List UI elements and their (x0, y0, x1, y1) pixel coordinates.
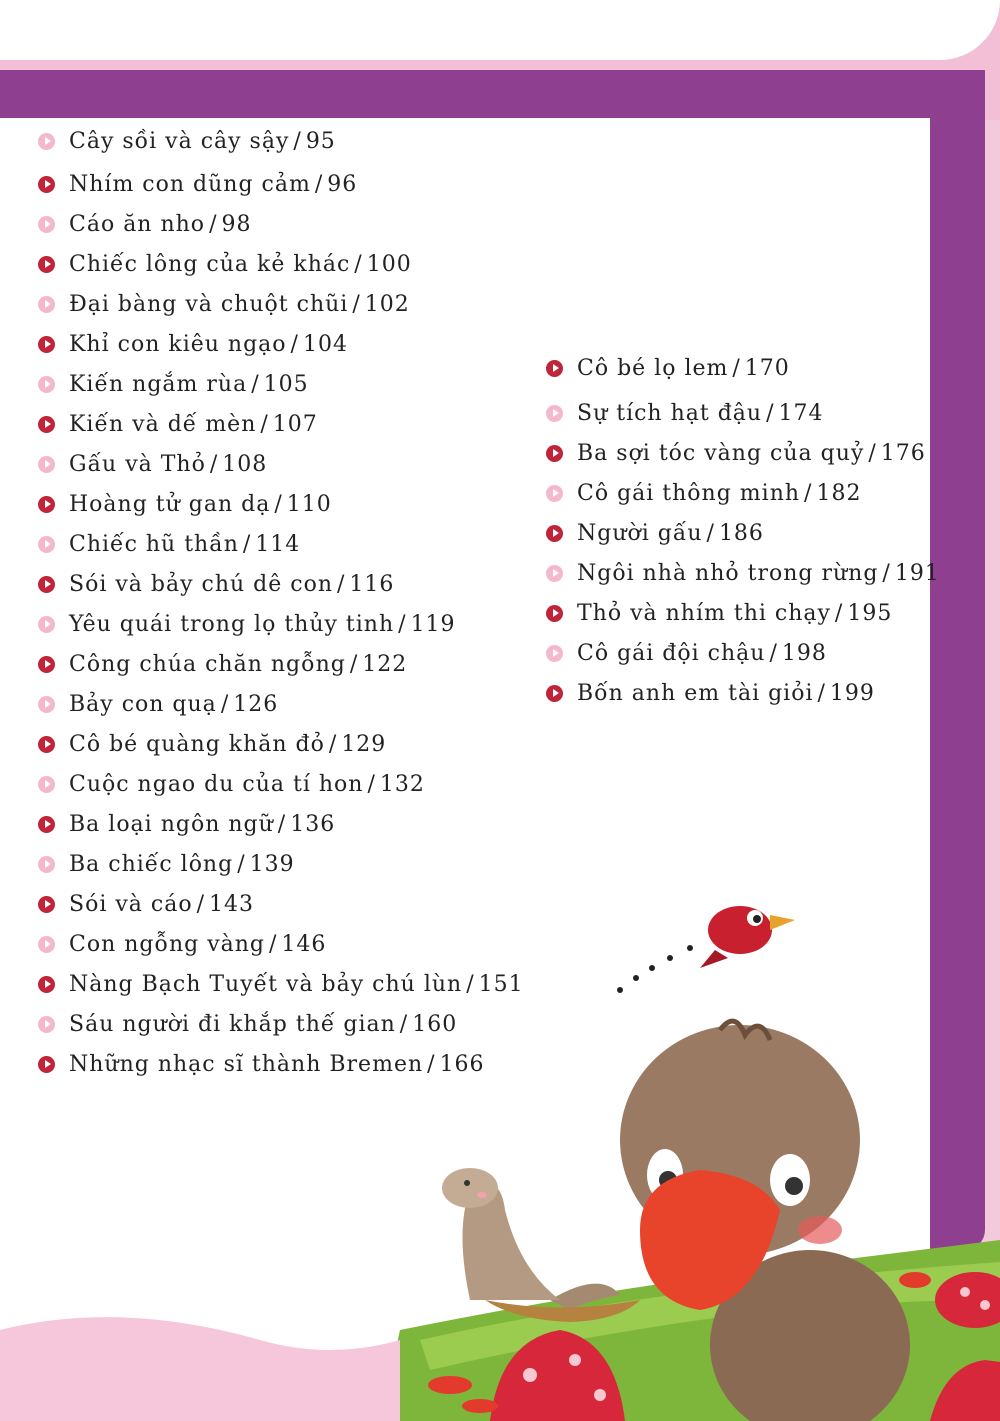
toc-entry-title: Khỉ con kiêu ngạo (69, 331, 287, 357)
toc-entry-page: 170 (744, 355, 790, 381)
toc-separator: / (817, 680, 826, 706)
toc-entry-page: 126 (233, 691, 279, 717)
toc-entry-page: 136 (290, 811, 336, 837)
bullet-play-icon (38, 336, 55, 353)
toc-separator: / (427, 1051, 436, 1077)
toc-entry (38, 1044, 524, 1084)
toc-entry-title: Ngôi nhà nhỏ trong rừng (577, 560, 879, 586)
toc-entry-title: Cô bé lọ lem (577, 355, 729, 381)
toc-entry-title: Nàng Bạch Tuyết và bảy chú lùn (69, 971, 463, 997)
toc-entry-title: Ba loại ngôn ngữ (69, 811, 274, 837)
toc-entry-page: 104 (302, 331, 348, 357)
toc-entry (38, 404, 524, 444)
toc-separator: / (349, 651, 359, 677)
toc-entry (546, 473, 940, 513)
bullet-play-icon (38, 736, 55, 753)
toc-entry-title: Kiến ngắm rùa (69, 371, 248, 397)
toc-entry-title: Cô bé quàng khăn đỏ (69, 731, 325, 757)
toc-entry (38, 924, 524, 964)
toc-entry (38, 684, 524, 724)
toc-entry (546, 673, 940, 713)
toc-entry-title: Yêu quái trong lọ thủy tinh (69, 611, 395, 637)
toc-entry (38, 364, 524, 404)
toc-entry (546, 633, 940, 673)
bullet-play-icon (546, 565, 563, 582)
toc-separator: / (354, 251, 363, 277)
toc-entry (38, 204, 524, 244)
bullet-play-icon (38, 696, 55, 713)
toc-entry-page: 110 (286, 491, 332, 517)
toc-entry-page: 198 (781, 640, 827, 666)
toc-separator: / (398, 611, 407, 637)
toc-entry-page: 100 (366, 251, 412, 277)
toc-entry (38, 724, 524, 764)
toc-entry-page: 186 (718, 520, 764, 546)
toc-entry (38, 164, 524, 204)
toc-entry-page: 122 (362, 651, 408, 677)
toc-entry-page: 105 (263, 371, 309, 397)
toc-entry (38, 524, 524, 564)
bullet-play-icon (38, 416, 55, 433)
bullet-play-icon (38, 456, 55, 473)
bullet-play-icon (546, 485, 563, 502)
bullet-play-icon (38, 256, 55, 273)
toc-separator: / (804, 480, 813, 506)
toc-entry-title: Những nhạc sĩ thành Bremen (69, 1051, 424, 1077)
toc-entry (38, 118, 524, 164)
bullet-play-icon (38, 296, 55, 313)
toc-entry-page: 102 (364, 291, 410, 317)
toc-separator: / (882, 560, 891, 586)
toc-separator: / (260, 411, 269, 437)
toc-entry-title: Đại bàng và chuột chũi (69, 291, 349, 317)
bullet-play-icon (38, 776, 55, 793)
toc-entry-title: Công chúa chăn ngỗng (69, 651, 346, 677)
toc-entry (38, 484, 524, 524)
bullet-play-icon (38, 216, 55, 233)
toc-entry (38, 324, 524, 364)
toc-entry (38, 564, 524, 604)
bullet-play-icon (38, 856, 55, 873)
toc-separator: / (196, 891, 205, 917)
toc-entry-page: 195 (847, 600, 893, 626)
toc-entry (38, 884, 524, 924)
bullet-play-icon (38, 816, 55, 833)
toc-entry-page: 108 (222, 451, 268, 477)
toc-entry-title: Chiếc lông của kẻ khác (69, 251, 351, 277)
toc-entry-page: 191 (894, 560, 940, 586)
top-white-margin (0, 0, 1000, 60)
toc-entry-title: Bốn anh em tài giỏi (577, 680, 814, 706)
bullet-play-icon (38, 536, 55, 553)
toc-entry-page: 107 (272, 411, 318, 437)
toc-entry-title: Kiến và dế mèn (69, 411, 257, 437)
toc-entry-title: Ba chiếc lông (69, 851, 234, 877)
toc-entry-title: Gấu và Thỏ (69, 451, 206, 477)
toc-entry-title: Người gấu (577, 520, 703, 546)
toc-entry-title: Hoàng tử gan dạ (69, 491, 271, 517)
bullet-play-icon (546, 685, 563, 702)
toc-separator: / (328, 731, 338, 757)
toc-separator: / (242, 531, 252, 557)
toc-separator: / (290, 331, 299, 357)
bullet-play-icon (38, 133, 55, 150)
bullet-play-icon (38, 656, 55, 673)
toc-entry-page: 151 (478, 971, 524, 997)
toc-entry-page: 114 (255, 531, 301, 557)
bullet-play-icon (38, 1016, 55, 1033)
toc-separator: / (706, 520, 715, 546)
toc-separator: / (314, 171, 324, 197)
toc-separator: / (868, 440, 877, 466)
toc-separator: / (352, 291, 361, 317)
bullet-play-icon (546, 645, 563, 662)
toc-entry (38, 644, 524, 684)
purple-frame-top (0, 70, 985, 118)
bullet-play-icon (38, 176, 55, 193)
toc-entry-title: Cáo ăn nho (69, 211, 206, 237)
toc-separator: / (274, 491, 283, 517)
toc-entry-page: 182 (816, 480, 862, 506)
toc-entry-page: 166 (439, 1051, 485, 1077)
bullet-play-icon (38, 376, 55, 393)
toc-entry-page: 96 (327, 171, 358, 197)
toc-entry-title: Sáu người đi khắp thế gian (69, 1011, 396, 1037)
toc-entry (546, 347, 940, 389)
toc-entry (38, 804, 524, 844)
toc-entry (38, 284, 524, 324)
toc-entry-page: 176 (880, 440, 926, 466)
bullet-play-icon (546, 445, 563, 462)
toc-entry-page: 174 (778, 400, 824, 426)
toc-entry-title: Cô gái thông minh (577, 480, 801, 506)
toc-entry-title: Cuộc ngao du của tí hon (69, 771, 364, 797)
toc-entry (38, 244, 524, 284)
toc-separator: / (834, 600, 844, 626)
toc-entry (546, 553, 940, 593)
toc-entry (38, 964, 524, 1004)
toc-entry (38, 764, 524, 804)
bullet-play-icon (546, 525, 563, 542)
toc-separator: / (209, 211, 218, 237)
toc-separator: / (732, 355, 741, 381)
toc-separator: / (277, 811, 287, 837)
bullet-play-icon (38, 936, 55, 953)
bullet-play-icon (546, 405, 563, 422)
toc-entry-page: 119 (410, 611, 456, 637)
bullet-play-icon (546, 360, 563, 377)
toc-entry-title: Sói và cáo (69, 891, 193, 917)
bullet-play-icon (38, 576, 55, 593)
bullet-play-icon (38, 896, 55, 913)
toc-entry (38, 1004, 524, 1044)
toc-separator: / (466, 971, 475, 997)
toc-entry-title: Con ngỗng vàng (69, 931, 265, 957)
toc-separator: / (769, 640, 778, 666)
toc-separator: / (220, 691, 230, 717)
toc-entry-title: Bảy con quạ (69, 691, 217, 717)
toc-entry-title: Cô gái đội chậu (577, 640, 766, 666)
bullet-play-icon (38, 616, 55, 633)
bullet-play-icon (546, 605, 563, 622)
toc-separator: / (293, 128, 302, 154)
toc-entry-title: Nhím con dũng cảm (69, 171, 311, 197)
bullet-play-icon (38, 976, 55, 993)
toc-left-column (38, 118, 524, 1084)
toc-entry-page: 116 (349, 571, 395, 597)
toc-entry-page: 146 (281, 931, 327, 957)
toc-entry-title: Sự tích hạt đậu (577, 400, 763, 426)
toc-separator: / (399, 1011, 409, 1037)
toc-entry-page: 98 (221, 211, 252, 237)
toc-entry-title: Ba sợi tóc vàng của quỷ (577, 440, 865, 466)
toc-separator: / (251, 371, 260, 397)
toc-separator: / (209, 451, 219, 477)
toc-entry-page: 199 (829, 680, 875, 706)
toc-entry-page: 95 (305, 128, 336, 154)
toc-entry (546, 513, 940, 553)
toc-entry-page: 132 (379, 771, 425, 797)
toc-entry (546, 593, 940, 633)
toc-entry (546, 433, 940, 473)
toc-entry (38, 604, 524, 644)
toc-separator: / (367, 771, 376, 797)
toc-entry-page: 160 (412, 1011, 458, 1037)
toc-entry (38, 844, 524, 884)
toc-separator: / (237, 851, 246, 877)
toc-entry-title: Thỏ và nhím thi chạy (577, 600, 831, 626)
bullet-play-icon (38, 496, 55, 513)
mushroom-right (930, 1272, 1000, 1421)
toc-separator: / (337, 571, 346, 597)
toc-right-column (546, 347, 940, 713)
toc-entry-page: 129 (341, 731, 387, 757)
toc-separator: / (766, 400, 775, 426)
toc-separator: / (269, 931, 278, 957)
toc-entry-title: Chiếc hũ thần (69, 531, 239, 557)
toc-entry-page: 143 (209, 891, 254, 917)
toc-entry (546, 393, 940, 433)
toc-entry (38, 444, 524, 484)
toc-entry-page: 139 (249, 851, 295, 877)
toc-entry-title: Sói và bảy chú dê con (69, 571, 333, 597)
toc-entry-title: Cây sồi và cây sậy (69, 128, 290, 154)
bullet-play-icon (38, 1056, 55, 1073)
